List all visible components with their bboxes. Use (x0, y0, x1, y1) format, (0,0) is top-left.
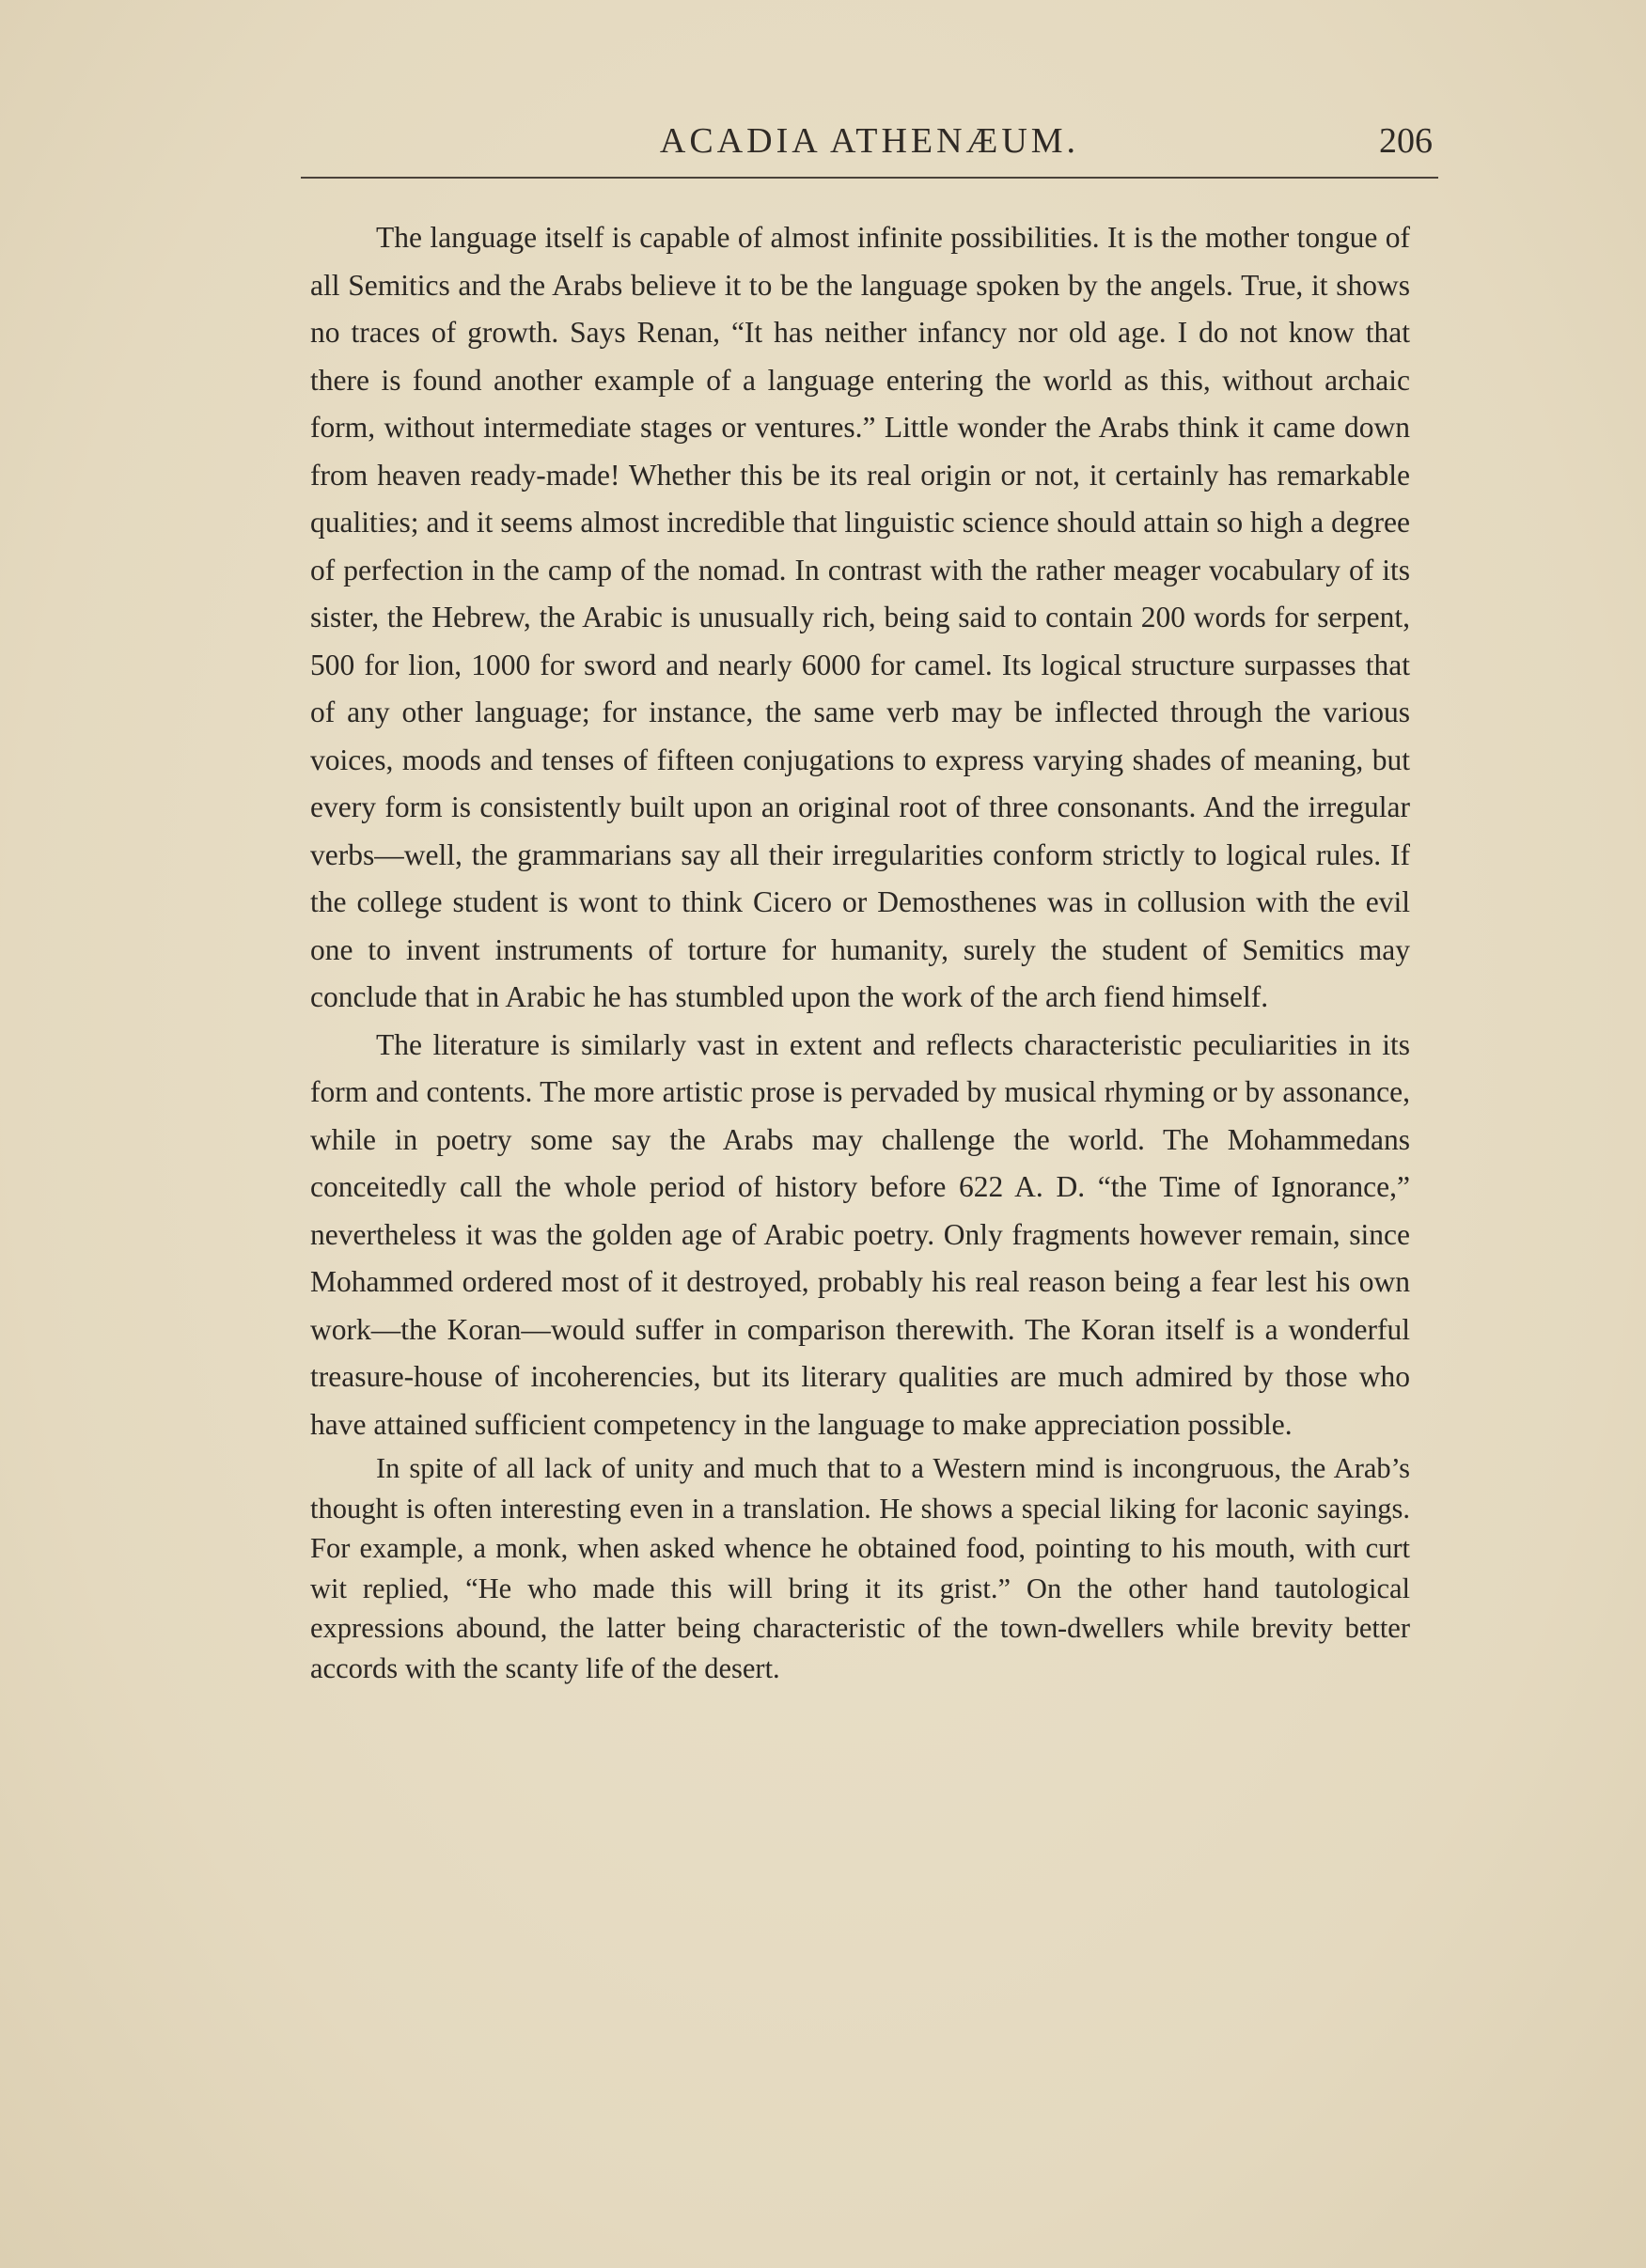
paragraph-language: The language itself is capable of almost infinite possibilities. It is the mother tongue of all Semitics and the Arabs believe it to be the language spoken by the angels. True, it shows no traces of growth. Says Renan, “It has neither infancy nor old age. I do not know that there is found another example of a language entering the world as this, without archaic form, without intermediate stages or ventures.” Little wonder the Arabs think it came down from heaven ready-made! Whether this be its real origin or not, it certainly has remarkable qualities; and it seems almost incredible that linguistic science should attain so high a degree of perfection in the camp of the nomad. In contrast with the rather meager vocabulary of its sister, the Hebrew, the Arabic is unusually rich, being said to contain 200 words for serpent, 500 for lion, 1000 for sword and nearly 6000 for camel. Its logical structure surpasses that of any other language; for instance, the same verb may be inflected through the various voices, moods and tenses of fifteen conjugations to express varying shades of meaning, but every form is consistently built upon an original root of three consonants. And the irregular verbs—well, the grammarians say all their irregularities conform strictly to logical rules. If the college student is wont to think Cicero or Demosthenes was in collusion with the evil one to invent instruments of torture for humanity, surely the student of Semitics may conclude that in Arabic he has stumbled upon the work of the arch fiend himself. (310, 221, 1410, 1013)
header-rule (301, 177, 1438, 179)
article-body (310, 214, 1410, 1688)
running-title: ACADIA ATHENÆUM. (659, 121, 1080, 161)
paragraph-literature: The literature is similarly vast in extent and reflects characteristic peculiarities in its form and contents. The more artistic prose is pervaded by musical rhyming or by assonance, while in poetry some say the Arabs may challenge the world. The Mohammedans conceitedly call the whole period of history before 622 A. D. “the Time of Ignorance,” nevertheless it was the golden age of Arabic poetry. Only fragments however remain, since Mohammed ordered most of it destroyed, probably his real reason being a fear lest his own work—the Koran—would suffer in comparison therewith. The Koran itself is a wonderful treasure-house of incoherencies, but its literary qualities are much admired by those who have attained sufficient competency in the language to make appreciation possible. (310, 1027, 1410, 1441)
paragraph-thought: In spite of all lack of unity and much that to a Western mind is incongruous, the Arab’s thought is often interesting even in a translation. He shows a special liking for laconic sayings. For example, a monk, when asked whence he obtained food, pointing to his mouth, with curt wit replied, “He who made this will bring it its grist.” On the other hand tautological expressions abound, the latter being characteristic of the town-dwellers while brevity better accords with the scanty life of the desert. (310, 1452, 1410, 1684)
page-number: 206 (1379, 121, 1433, 161)
page-header (301, 120, 1438, 177)
